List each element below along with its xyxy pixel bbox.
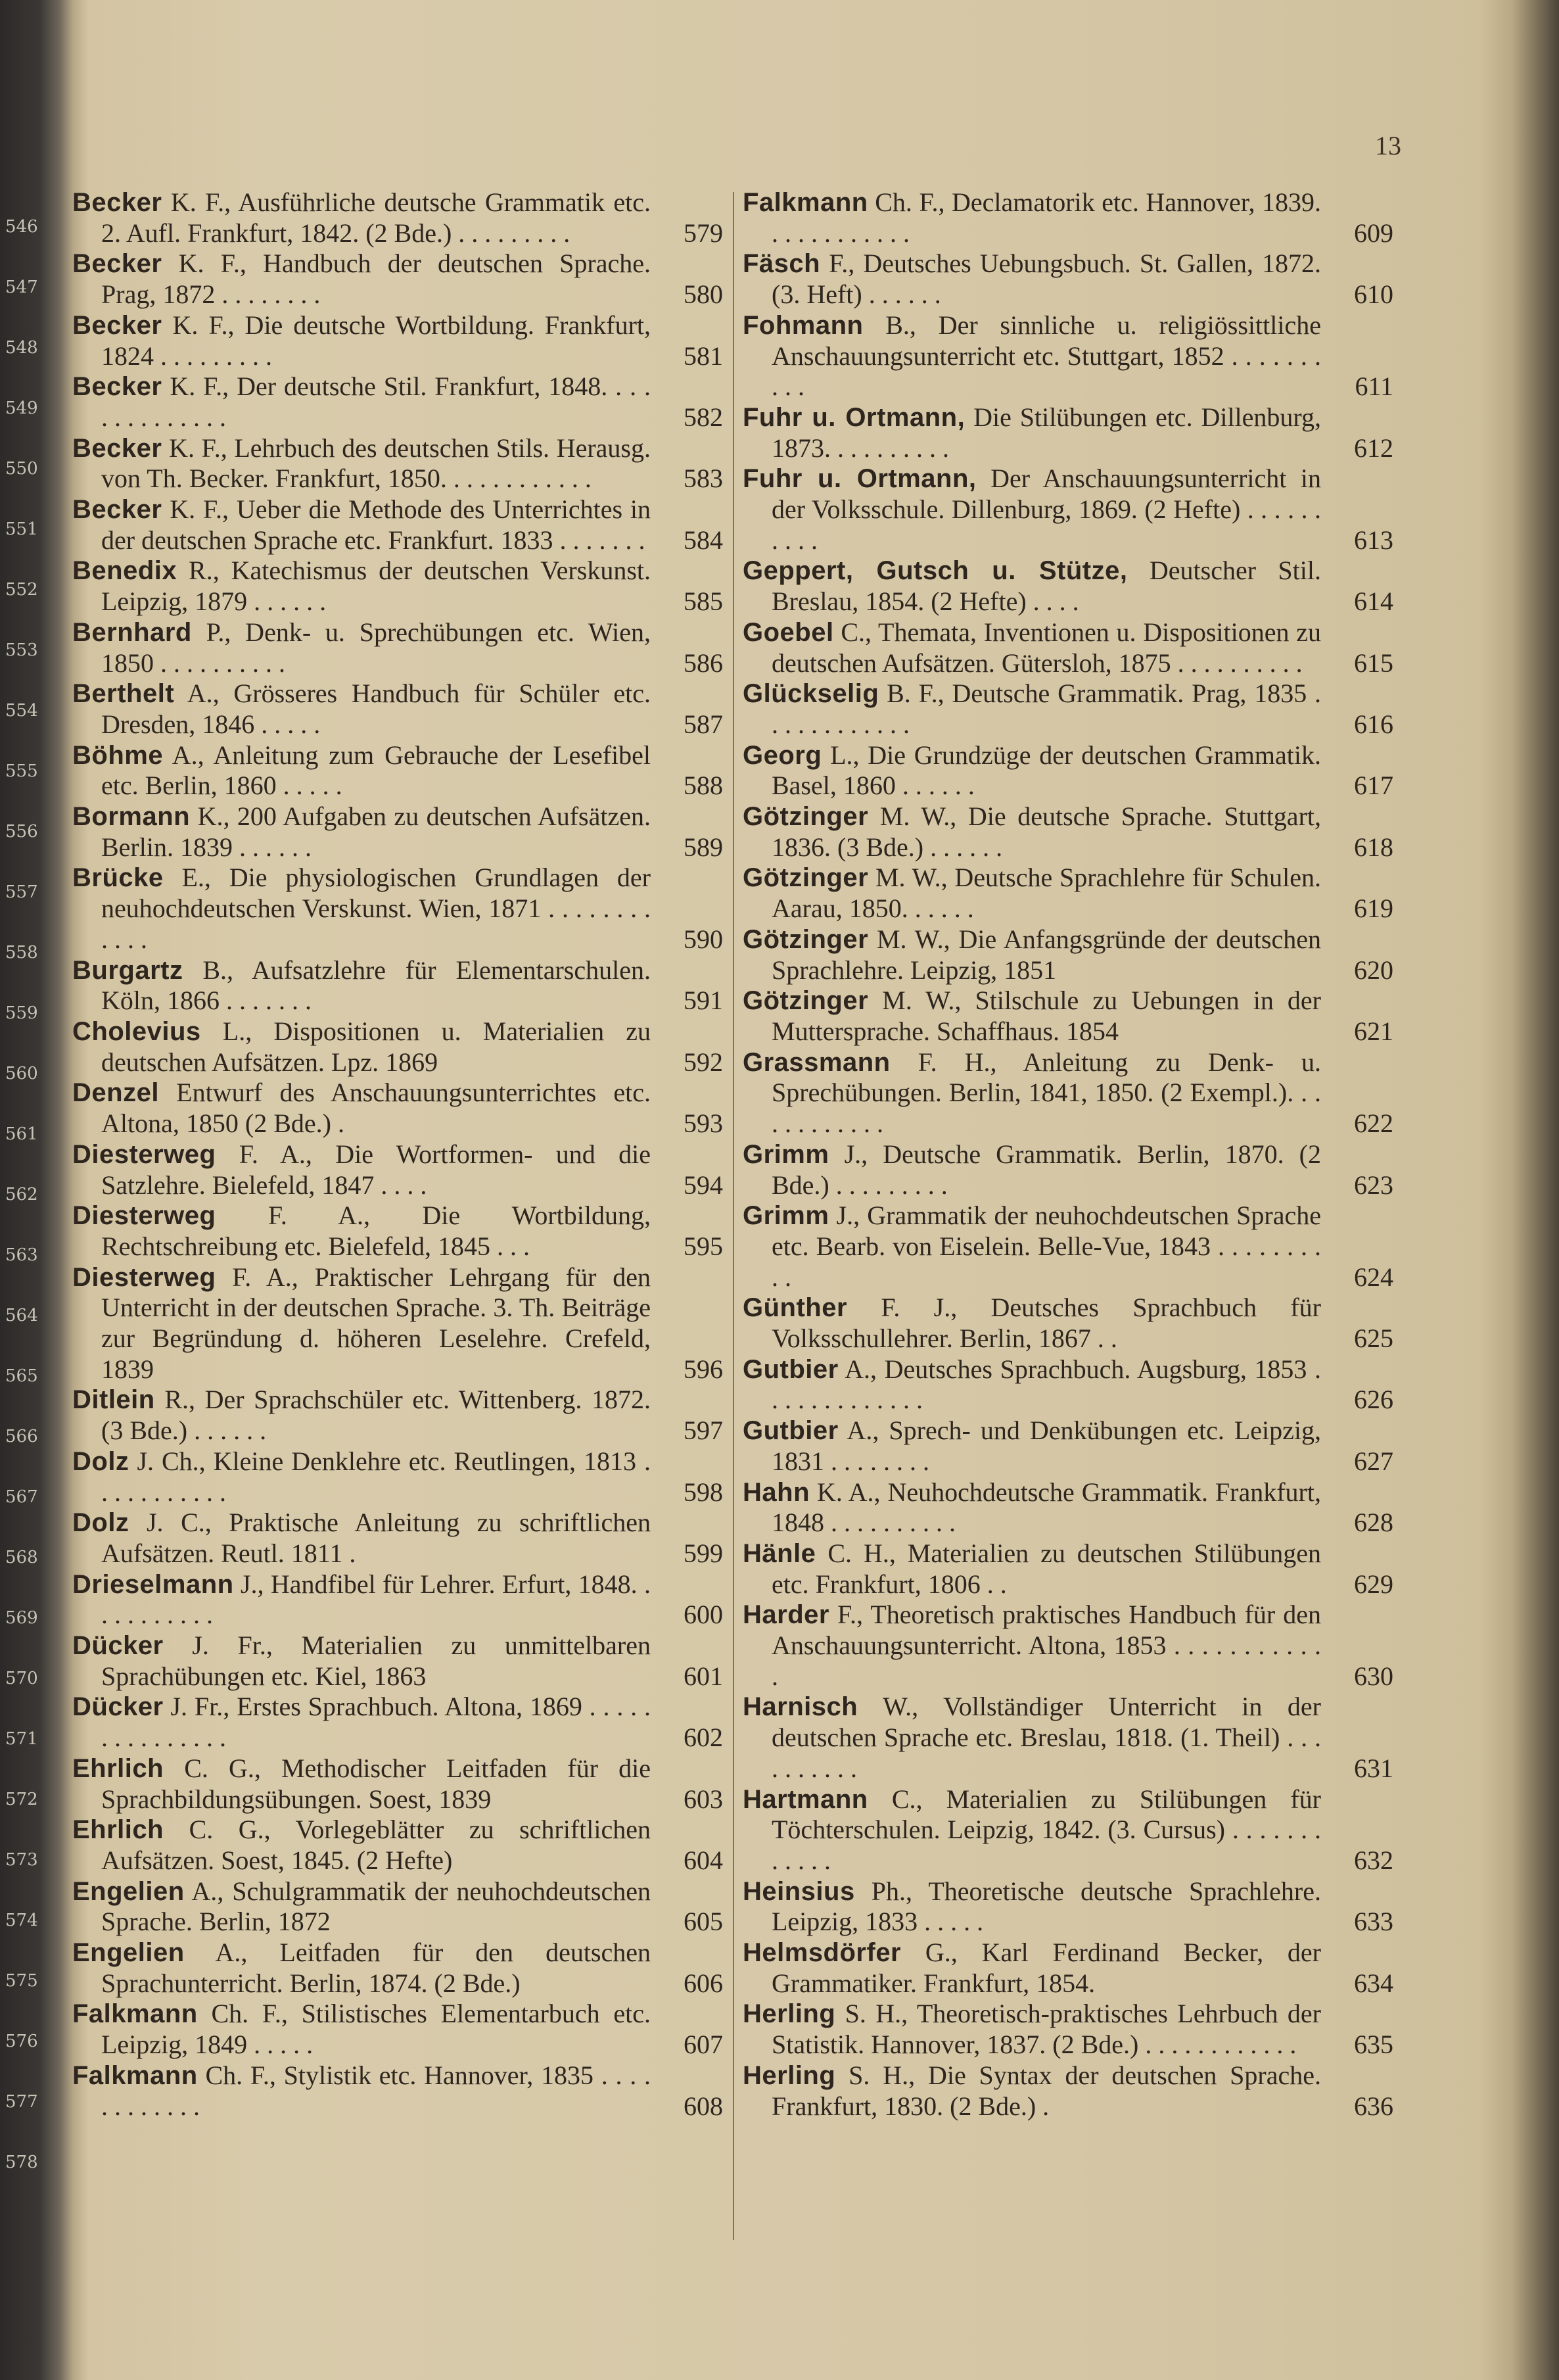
catalog-entry — [72, 433, 723, 494]
entry-author: Geppert, Gutsch u. Stütze, — [743, 556, 1128, 586]
entry-text: E., Die physiologischen Grundlagen der neuhochdeutschen Verskunst. Wien, 1871 . . . . . . . . . . . . — [101, 863, 651, 954]
entry-author: Götzinger — [743, 863, 869, 893]
catalog-entry — [72, 556, 723, 617]
catalog-entry — [743, 678, 1393, 740]
entry-number: 619 — [1354, 893, 1393, 924]
entry-number: 633 — [1354, 1907, 1393, 1937]
entry-author: Grimm — [743, 1201, 829, 1231]
catalog-entry — [72, 1753, 723, 1815]
entry-number: 599 — [684, 1538, 723, 1568]
entry-number: 616 — [1354, 709, 1393, 739]
catalog-entry — [743, 1293, 1393, 1354]
catalog-entry — [743, 1139, 1393, 1201]
entry-author: Bernhard — [72, 617, 192, 647]
entry-text: Deutscher Stil. Breslau, 1854. (2 Hefte) . . . . — [772, 556, 1322, 617]
entry-author: Helmsdörfer — [743, 1938, 902, 1968]
margin-number: 562 — [5, 1185, 38, 1204]
entry-text: S. H., Die Syntax der deutschen Sprache. Frankfurt, 1830. (2 Bde.) . — [772, 2060, 1322, 2121]
catalog-entry — [72, 371, 723, 433]
entry-number: 609 — [1354, 218, 1393, 248]
catalog-entry — [72, 1876, 723, 1938]
catalog-entry — [743, 249, 1393, 310]
margin-number: 567 — [5, 1487, 38, 1507]
entry-number: 601 — [684, 1661, 723, 1691]
entry-text: C. G., Methodischer Leitfaden für die Sprachbildungsübungen. Soest, 1839 — [101, 1753, 651, 1814]
catalog-entry — [72, 678, 723, 740]
entry-author: Heinsius — [743, 1876, 855, 1906]
entry-text: C. H., Materialien zu deutschen Stilübungen etc. Frankfurt, 1806 . . — [772, 1538, 1321, 1599]
entry-number: 605 — [684, 1907, 723, 1937]
entry-author: Becker — [72, 249, 162, 279]
entry-author: Engelien — [72, 1938, 185, 1968]
margin-number: 571 — [5, 1729, 38, 1749]
catalog-entry — [743, 1538, 1393, 1600]
entry-number: 613 — [1354, 525, 1393, 555]
entry-text: B. F., Deutsche Grammatik. Prag, 1835 . . . . . . . . . . . . — [772, 678, 1321, 739]
margin-number: 552 — [5, 580, 38, 600]
entry-text: J. Ch., Kleine Denklehre etc. Reutlingen, 1813 . . . . . . . . . . . — [101, 1446, 651, 1507]
entry-text: S. H., Theoretisch-praktisches Lehrbuch der Statistik. Hannover, 1837. (2 Bde.) . . . . . . . . . . . . — [772, 1999, 1321, 2060]
entry-text: F. H., Anleitung zu Denk- u. Sprechübungen. Berlin, 1841, 1850. (2 Exempl.). . . . . . . . . . . . — [772, 1047, 1322, 1139]
entry-text: A., Schulgrammatik der neuhochdeutschen Sprache. Berlin, 1872 — [101, 1876, 651, 1937]
column-divider — [733, 192, 734, 2240]
margin-number: 560 — [5, 1064, 38, 1083]
entry-author: Fuhr u. Ortmann, — [743, 402, 966, 432]
entry-text: K. F., Ausführliche deutsche Grammatik etc. 2. Aufl. Frankfurt, 1842. (2 Bde.) . . . . . . . . . — [101, 187, 651, 248]
entry-number: 579 — [684, 218, 723, 248]
entry-number: 624 — [1354, 1262, 1393, 1292]
entry-number: 593 — [684, 1108, 723, 1139]
entry-author: Becker — [72, 495, 162, 525]
entry-number: 589 — [684, 832, 723, 862]
margin-number: 547 — [5, 277, 38, 297]
margin-number: 550 — [5, 459, 38, 479]
entry-author: Benedix — [72, 556, 177, 586]
entry-author: Denzel — [72, 1078, 159, 1108]
entry-text: J. Fr., Materialien zu unmittelbaren Sprachübungen etc. Kiel, 1863 — [101, 1630, 651, 1691]
catalog-entry — [743, 1999, 1393, 2060]
catalog-entry — [743, 863, 1393, 924]
entry-number: 600 — [684, 1600, 723, 1630]
entry-number: 610 — [1354, 279, 1393, 310]
catalog-entry — [72, 494, 723, 556]
entry-number: 595 — [684, 1231, 723, 1261]
entry-text: K. F., Ueber die Methode des Unterrichtes in der deutschen Sprache etc. Frankfurt. 1833 . . . . . . . — [101, 494, 651, 555]
entry-text: Ch. F., Declamatorik etc. Hannover, 1839. . . . . . . . . . . . — [772, 187, 1321, 248]
entry-author: Becker — [72, 188, 162, 217]
margin-number: 563 — [5, 1245, 38, 1265]
entry-author: Georg — [743, 740, 822, 770]
catalog-entry — [743, 1047, 1393, 1139]
margin-number: 570 — [5, 1669, 38, 1688]
entry-author: Bormann — [72, 802, 191, 832]
entry-text: Ch. F., Stilistisches Elementarbuch etc. Leipzig, 1849 . . . . . — [101, 1999, 651, 2060]
entry-number: 606 — [684, 1968, 723, 1998]
entry-author: Harnisch — [743, 1692, 858, 1722]
margin-number: 564 — [5, 1306, 38, 1325]
entry-number: 597 — [684, 1416, 723, 1446]
catalog-entry — [72, 801, 723, 863]
entry-number: 608 — [684, 2091, 723, 2121]
entry-author: Ehrlich — [72, 1753, 164, 1783]
catalog-entry — [743, 556, 1393, 617]
entry-text: K. A., Neuhochdeutsche Grammatik. Frankfurt, 1848 . . . . . . . . . . — [772, 1477, 1321, 1538]
entry-text: F. A., Die Wortbildung, Rechtschreibung etc. Bielefeld, 1845 . . . — [101, 1201, 651, 1261]
entry-author: Burgartz — [72, 955, 183, 985]
entry-author: Ehrlich — [72, 1815, 164, 1845]
margin-number: 572 — [5, 1790, 38, 1809]
catalog-entry — [72, 1446, 723, 1508]
entry-number: 634 — [1354, 1968, 1393, 1998]
entry-author: Gutbier — [743, 1416, 839, 1446]
entry-number: 621 — [1354, 1016, 1393, 1046]
entry-text: B., Der sinnliche u. religiössittliche Anschauungsunterricht etc. Stuttgart, 1852 . . . . . . . . . . — [772, 310, 1321, 402]
entry-number: 617 — [1354, 771, 1393, 801]
catalog-entry — [72, 1385, 723, 1446]
entry-number: 611 — [1355, 371, 1393, 402]
entry-text: C., Themata, Inventionen u. Dispositionen zu deutschen Aufsätzen. Gütersloh, 1875 . . . . . . . . . . — [772, 617, 1321, 678]
entry-text: C., Materialien zu Stilübungen für Töchterschulen. Leipzig, 1842. (3. Cursus) . . . . . . . . . . . . — [772, 1784, 1321, 1875]
entry-text: G., Karl Ferdinand Becker, der Grammatiker. Frankfurt, 1854. — [772, 1938, 1321, 1998]
margin-number: 546 — [5, 217, 38, 237]
catalog-entry — [72, 1508, 723, 1569]
entry-number: 623 — [1354, 1170, 1393, 1200]
entry-text: A., Leitfaden für den deutschen Sprachunterricht. Berlin, 1874. (2 Bde.) — [101, 1938, 651, 1998]
margin-number: 575 — [5, 1971, 38, 1991]
entry-text: C. G., Vorlegeblätter zu schriftlichen Aufsätzen. Soest, 1845. (2 Hefte) — [101, 1815, 651, 1875]
entry-author: Berthelt — [72, 679, 175, 709]
entry-text: A., Deutsches Sprachbuch. Augsburg, 1853 . . . . . . . . . . . . . — [772, 1354, 1322, 1415]
catalog-entry — [743, 1784, 1393, 1876]
entry-author: Ditlein — [72, 1385, 155, 1415]
entry-text: Die Stilübungen etc. Dillenburg, 1873. . . . . . . . . . — [772, 402, 1322, 463]
entry-number: 592 — [684, 1047, 723, 1077]
entry-number: 614 — [1354, 586, 1393, 617]
entry-number: 626 — [1354, 1385, 1393, 1415]
entry-text: M. W., Stilschule zu Uebungen in der Muttersprache. Schaffhaus. 1854 — [772, 986, 1322, 1046]
catalog-entry — [72, 955, 723, 1016]
catalog-entry — [72, 1569, 723, 1630]
catalog-entry — [72, 1078, 723, 1139]
entry-author: Hartmann — [743, 1784, 868, 1814]
margin-number: 554 — [5, 701, 38, 721]
entry-number: 598 — [684, 1477, 723, 1507]
entry-author: Drieselmann — [72, 1569, 234, 1599]
entry-author: Engelien — [72, 1876, 185, 1906]
facing-page-margin-numbers — [0, 0, 66, 2380]
entry-author: Hänle — [743, 1538, 816, 1568]
catalog-entry — [72, 740, 723, 801]
entry-text: F., Theoretisch praktisches Handbuch für den Anschauungsunterricht. Altona, 1853 . . . . . . . . . . . . — [772, 1600, 1321, 1691]
catalog-entry — [743, 1876, 1393, 1938]
catalog-entry — [743, 2060, 1393, 2122]
entry-number: 586 — [684, 648, 723, 678]
entry-text: K. F., Der deutsche Stil. Frankfurt, 1848. . . . . . . . . . . . . . — [101, 371, 651, 432]
entry-number: 620 — [1354, 955, 1393, 985]
entry-author: Falkmann — [743, 188, 868, 217]
catalog-entry — [743, 402, 1393, 464]
entry-number: 607 — [684, 2030, 723, 2060]
margin-number: 553 — [5, 640, 38, 660]
entry-author: Götzinger — [743, 986, 869, 1016]
entry-author: Dücker — [72, 1631, 164, 1661]
catalog-entry — [72, 1139, 723, 1201]
entry-author: Herling — [743, 1999, 836, 2029]
entry-number: 635 — [1354, 2030, 1393, 2060]
entry-author: Becker — [72, 433, 162, 463]
entry-text: B., Aufsatzlehre für Elementarschulen. Köln, 1866 . . . . . . . — [101, 955, 651, 1016]
entry-number: 625 — [1354, 1323, 1393, 1354]
entry-author: Günther — [743, 1293, 848, 1323]
catalog-entry — [72, 1938, 723, 1999]
entry-number: 583 — [684, 464, 723, 494]
entry-number: 622 — [1354, 1108, 1393, 1139]
entry-author: Glückselig — [743, 679, 879, 709]
entry-number: 587 — [684, 709, 723, 739]
entry-text: R., Der Sprachschüler etc. Wittenberg. 1872. (3 Bde.) . . . . . . — [101, 1385, 651, 1446]
entry-text: Der Anschauungsunterricht in der Volksschule. Dillenburg, 1869. (2 Hefte) . . . . . . . . . . — [772, 464, 1322, 555]
catalog-entry — [743, 1938, 1393, 1999]
margin-number: 555 — [5, 761, 38, 781]
entry-text: Entwurf des Anschauungsunterrichtes etc. Altona, 1850 (2 Bde.) . — [101, 1078, 651, 1139]
entry-text: Ch. F., Stylistik etc. Hannover, 1835 . . . . . . . . . . . . — [101, 2060, 651, 2121]
entry-author: Fuhr u. Ortmann, — [743, 464, 977, 494]
catalog-entry — [743, 1416, 1393, 1477]
entry-text: F. A., Praktischer Lehrgang für den Unterricht in der deutschen Sprache. 3. Th. Beiträge zur Begründung d. höheren Leselehre. Crefeld, 1839 — [101, 1262, 651, 1384]
catalog-entry — [743, 1600, 1393, 1692]
margin-number: 557 — [5, 882, 38, 902]
margin-number: 561 — [5, 1124, 38, 1144]
entry-text: Ph., Theoretische deutsche Sprachlehre. Leipzig, 1833 . . . . . — [772, 1876, 1321, 1937]
catalog-entry — [743, 1201, 1393, 1293]
margin-number: 568 — [5, 1548, 38, 1567]
entry-author: Becker — [72, 310, 162, 340]
entry-author: Böhme — [72, 740, 164, 770]
catalog-entry — [72, 249, 723, 310]
catalog-entry — [72, 1016, 723, 1078]
entry-text: M. W., Deutsche Sprachlehre für Schulen. Aarau, 1850. . . . . . — [772, 863, 1322, 924]
margin-number: 549 — [5, 398, 38, 418]
margin-number: 566 — [5, 1427, 38, 1446]
entry-text: J., Handfibel für Lehrer. Erfurt, 1848. . . . . . . . . . . — [101, 1569, 651, 1630]
entry-number: 581 — [684, 341, 723, 371]
entry-author: Cholevius — [72, 1016, 201, 1046]
entry-text: L., Dispositionen u. Materialien zu deutschen Aufsätzen. Lpz. 1869 — [101, 1016, 651, 1077]
entry-number: 588 — [684, 771, 723, 801]
left-column — [72, 187, 723, 2122]
entry-text: J. C., Praktische Anleitung zu schriftlichen Aufsätzen. Reutl. 1811 . — [101, 1508, 651, 1568]
entry-author: Grassmann — [743, 1047, 891, 1077]
entry-number: 627 — [1354, 1446, 1393, 1476]
entry-author: Becker — [72, 372, 162, 402]
entry-text: M. W., Die Anfangsgründe der deutschen Sprachlehre. Leipzig, 1851 — [772, 924, 1322, 985]
catalog-entry — [72, 187, 723, 249]
entry-text: M. W., Die deutsche Sprache. Stuttgart, 1836. (3 Bde.) . . . . . . — [772, 801, 1321, 862]
entry-number: 590 — [684, 924, 723, 954]
catalog-entry — [72, 1692, 723, 1753]
entry-author: Brücke — [72, 863, 164, 893]
catalog-entry — [743, 310, 1393, 402]
entry-text: A., Anleitung zum Gebrauche der Lesefibel etc. Berlin, 1860 . . . . . — [101, 740, 651, 801]
entry-text: K. F., Handbuch der deutschen Sprache. Prag, 1872 . . . . . . . . — [101, 249, 651, 310]
catalog-entry — [743, 187, 1393, 249]
catalog-entry — [743, 1477, 1393, 1538]
entry-number: 602 — [684, 1723, 723, 1753]
margin-number: 556 — [5, 822, 38, 842]
entry-text: F. A., Die Wortformen- und die Satzlehre. Bielefeld, 1847 . . . . — [101, 1139, 651, 1200]
entry-author: Harder — [743, 1600, 829, 1630]
entry-text: J. Fr., Erstes Sprachbuch. Altona, 1869 . . . . . . . . . . . . . . . — [101, 1692, 651, 1753]
catalog-entry — [72, 1262, 723, 1385]
margin-number: 548 — [5, 338, 38, 358]
entry-author: Hahn — [743, 1477, 810, 1507]
entry-text: K., 200 Aufgaben zu deutschen Aufsätzen. Berlin. 1839 . . . . . . — [101, 801, 651, 862]
entry-text: A., Sprech- und Denkübungen etc. Leipzig, 1831 . . . . . . . . — [772, 1416, 1321, 1476]
entry-author: Fohmann — [743, 310, 864, 340]
catalog-entry — [743, 924, 1393, 986]
entry-number: 580 — [684, 279, 723, 310]
entry-text: F., Deutsches Uebungsbuch. St. Gallen, 1872. (3. Heft) . . . . . . — [772, 249, 1321, 310]
entry-author: Fäsch — [743, 249, 821, 279]
entry-number: 631 — [1354, 1753, 1393, 1783]
entry-text: L., Die Grundzüge der deutschen Grammatik. Basel, 1860 . . . . . . — [772, 740, 1322, 801]
entry-author: Diesterweg — [72, 1139, 216, 1169]
entry-number: 594 — [684, 1170, 723, 1200]
page-number: 13 — [1375, 131, 1401, 160]
entry-number: 612 — [1354, 433, 1393, 463]
entry-number: 591 — [684, 986, 723, 1016]
right-column — [743, 187, 1393, 2122]
catalog-entry — [72, 1999, 723, 2060]
margin-number: 573 — [5, 1850, 38, 1870]
entry-text: P., Denk- u. Sprechübungen etc. Wien, 1850 . . . . . . . . . . — [101, 617, 651, 678]
entry-number: 585 — [684, 586, 723, 617]
entry-number: 584 — [684, 525, 723, 555]
entry-author: Falkmann — [72, 1999, 198, 2029]
catalog-entry — [743, 801, 1393, 863]
entry-number: 629 — [1354, 1569, 1393, 1599]
catalog-entry — [72, 1815, 723, 1876]
entry-text: F. J., Deutsches Sprachbuch für Volksschullehrer. Berlin, 1867 . . — [772, 1293, 1321, 1354]
entry-author: Herling — [743, 2060, 836, 2090]
entry-author: Diesterweg — [72, 1262, 216, 1292]
catalog-entry — [743, 464, 1393, 556]
entry-number: 618 — [1354, 832, 1393, 862]
entry-number: 604 — [684, 1845, 723, 1875]
catalog-entry — [72, 617, 723, 678]
margin-number: 574 — [5, 1911, 38, 1930]
catalog-entry — [72, 1201, 723, 1262]
margin-number: 558 — [5, 943, 38, 963]
margin-number: 565 — [5, 1366, 38, 1386]
entry-author: Gutbier — [743, 1354, 839, 1384]
catalog-entry — [72, 863, 723, 955]
entry-author: Goebel — [743, 617, 834, 647]
entry-author: Dücker — [72, 1692, 164, 1722]
entry-author: Dolz — [72, 1508, 129, 1538]
entry-number: 628 — [1354, 1508, 1393, 1538]
entry-number: 603 — [684, 1784, 723, 1814]
margin-number: 551 — [5, 519, 38, 539]
entry-number: 632 — [1354, 1845, 1393, 1875]
entry-author: Diesterweg — [72, 1201, 216, 1231]
entry-text: K. F., Die deutsche Wortbildung. Frankfurt, 1824 . . . . . . . . . — [101, 310, 651, 371]
entry-text: W., Vollständiger Unterricht in der deutschen Sprache etc. Breslau, 1818. (1. Theil) . . . . . . . . . . — [772, 1692, 1321, 1783]
catalog-entry — [743, 986, 1393, 1047]
catalog-entry — [72, 310, 723, 371]
entry-author: Grimm — [743, 1139, 829, 1169]
entry-author: Falkmann — [72, 2060, 198, 2090]
entry-number: 596 — [684, 1354, 723, 1384]
catalog-entry — [72, 1630, 723, 1692]
margin-number: 576 — [5, 2032, 38, 2051]
entry-author: Götzinger — [743, 924, 869, 954]
entry-number: 615 — [1354, 648, 1393, 678]
catalog-entry — [743, 1354, 1393, 1416]
entry-text: R., Katechismus der deutschen Verskunst. Leipzig, 1879 . . . . . . — [101, 556, 651, 617]
entry-text: J., Grammatik der neuhochdeutschen Sprache etc. Bearb. von Eiselein. Belle-Vue, 1843 . . . . . . . . . . — [772, 1201, 1321, 1292]
catalog-entry — [743, 1692, 1393, 1784]
margin-number: 577 — [5, 2092, 38, 2112]
catalog-entry — [743, 740, 1393, 801]
catalog-entry — [72, 2060, 723, 2122]
catalog-entry — [743, 617, 1393, 678]
margin-number: 569 — [5, 1608, 38, 1628]
entry-text: A., Grösseres Handbuch für Schüler etc. Dresden, 1846 . . . . . — [101, 678, 651, 739]
entry-number: 636 — [1354, 2091, 1393, 2121]
entry-author: Dolz — [72, 1446, 129, 1476]
margin-number: 578 — [5, 2153, 38, 2172]
margin-number: 559 — [5, 1003, 38, 1023]
entry-author: Götzinger — [743, 802, 869, 832]
entry-number: 630 — [1354, 1661, 1393, 1691]
entry-number: 582 — [684, 402, 723, 432]
entry-text: J., Deutsche Grammatik. Berlin, 1870. (2 Bde.) . . . . . . . . . — [772, 1139, 1321, 1200]
entry-text: K. F., Lehrbuch des deutschen Stils. Herausg. von Th. Becker. Frankfurt, 1850. . . . . . . . . . . . — [101, 433, 651, 494]
